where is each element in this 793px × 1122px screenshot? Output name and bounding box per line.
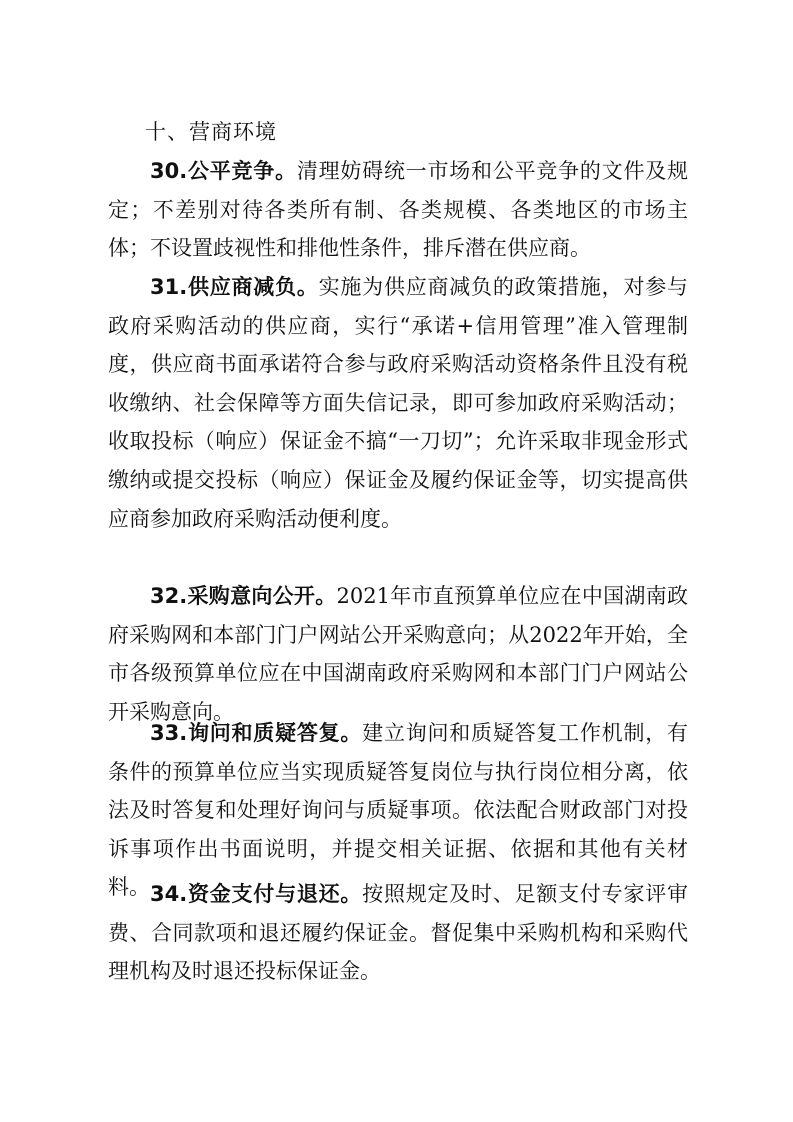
- paragraph-33-text: 建立询问和质疑答复工作机制，有条件的预算单位应当实现质疑答复岗位与执行岗位相分离，依法及时答复和处理好询问与质疑事项。依法配合财政部门对投诉事项作出书面说明，并提交相关证据、依据和其他有关材料。: [108, 721, 689, 900]
- paragraph-34: [108, 875, 688, 991]
- paragraph-31-title: 31.供应商减负。: [150, 275, 319, 299]
- paragraph-32-title: 32.采购意向公开。: [150, 584, 337, 608]
- paragraph-31: [108, 268, 688, 538]
- section-heading: 十、营商环境: [145, 120, 277, 144]
- paragraph-34-text: 按照规定及时、足额支付专家评审费、合同款项和退还履约保证金。督促集中采购机构和采购代理机构及时退还投标保证金。: [108, 882, 689, 984]
- paragraph-30: [108, 152, 688, 268]
- paragraph-30-text: 清理妨碍统一市场和公平竞争的文件及规定；不差别对待各类所有制、各类规模、各类地区的市场主体；不设置歧视性和排他性条件，排斥潜在供应商。: [108, 159, 688, 261]
- paragraph-32: [108, 577, 688, 731]
- paragraph-33-title: 33.询问和质疑答复。: [150, 721, 363, 745]
- paragraph-32-text: 2021年市直预算单位应在中国湖南政府采购网和本部门门户网站公开采购意向；从2022年开始，全市各级预算单位应在中国湖南政府采购网和本部门门户网站公开采购意向。: [108, 584, 688, 724]
- paragraph-34-title: 34.资金支付与退还。: [150, 882, 363, 906]
- paragraph-30-title: 30.公平竞争。: [150, 159, 297, 183]
- paragraph-31-text: 实施为供应商减负的政策措施，对参与政府采购活动的供应商，实行“承诺+信用管理”准入管理制度，供应商书面承诺符合参与政府采购活动资格条件且没有税收缴纳、社会保障等方面失信记录，即可参加政府采购活动；收取投标（响应）保证金不搞“一刀切”；允许采取非现金形式缴纳或提交投标（响应）保证金及履约保证金等，切实提高供应商参加政府采购活动便利度。: [108, 275, 689, 531]
